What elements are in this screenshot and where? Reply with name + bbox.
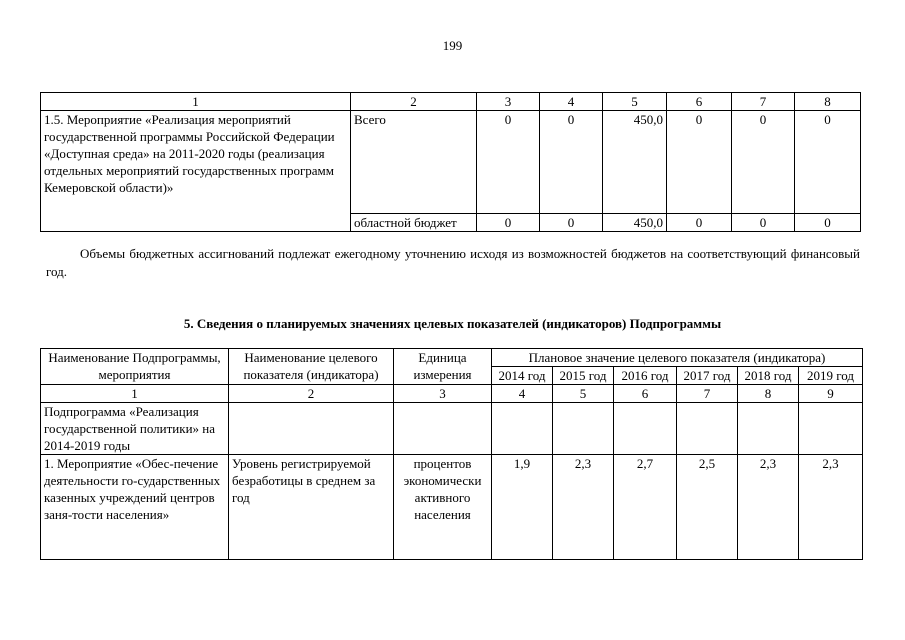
empty-cell [677,403,738,455]
indicator-name: Уровень регистрируемой безработицы в среднем за год [229,455,394,560]
value-cell: 0 [732,214,795,232]
header-cell: 6 [667,93,732,111]
page-number: 199 [442,38,463,53]
table-row [41,455,863,560]
budget-note-paragraph: Объемы бюджетных ассигнований подлежат ежегодному уточнению исходя из возможностей бюджетов на соответствующий финансовый год. [46,246,860,279]
value-cell: 0 [477,111,540,214]
empty-cell [799,403,863,455]
header-year: 2017 год [677,367,738,385]
activity-name: 1.5. Мероприятие «Реализация мероприятий государственной программы Российской Федерации «Доступная среда» на 2011-2020 годы (реализация отдельных мероприятий государственных программ Кемеровской области)» [41,111,351,232]
empty-cell [492,403,553,455]
value-cell: 2,7 [614,455,677,560]
value-cell: 0 [667,214,732,232]
table-header-row [41,349,863,367]
funding-source: Всего [351,111,477,214]
value-cell: 0 [732,111,795,214]
header-year: 2015 год [553,367,614,385]
section-title: 5. Сведения о планируемых значениях целевых показателей (индикаторов) Подпрограммы [183,316,722,331]
empty-cell [229,403,394,455]
header-subprogram: Наименование Подпрограммы, мероприятия [41,349,229,385]
value-cell: 2,3 [738,455,799,560]
header-cell: 4 [540,93,603,111]
header-year: 2016 год [614,367,677,385]
header-unit: Единица измерения [394,349,492,385]
header-year: 2018 год [738,367,799,385]
column-number: 9 [799,385,863,403]
header-cell: 7 [732,93,795,111]
column-number: 7 [677,385,738,403]
column-number-row [41,385,863,403]
header-year: 2019 год [799,367,863,385]
value-cell: 0 [477,214,540,232]
empty-cell [394,403,492,455]
funding-table [40,92,861,232]
value-cell: 2,3 [553,455,614,560]
unit-cell: процентов экономически активного населения [394,455,492,560]
header-indicator: Наименование целевого показателя (индикатора) [229,349,394,385]
column-number: 8 [738,385,799,403]
header-year: 2014 год [492,367,553,385]
header-cell: 8 [795,93,861,111]
subprogram-name: Подпрограмма «Реализация государственной политики» на 2014-2019 годы [41,403,229,455]
table-row [41,111,861,214]
table-row [41,403,863,455]
value-cell: 0 [667,111,732,214]
column-number: 5 [553,385,614,403]
measure-name: 1. Мероприятие «Обес-печение деятельности го-сударственных казенных учреждений центров заня-тости населения» [41,455,229,560]
value-cell: 0 [795,214,861,232]
value-cell: 450,0 [603,214,667,232]
header-cell: 1 [41,93,351,111]
value-cell: 1,9 [492,455,553,560]
empty-cell [738,403,799,455]
empty-cell [614,403,677,455]
table-header-row [41,93,861,111]
indicators-table [40,348,863,560]
column-number: 4 [492,385,553,403]
funding-source: областной бюджет [351,214,477,232]
header-cell: 2 [351,93,477,111]
column-number: 1 [41,385,229,403]
value-cell: 2,5 [677,455,738,560]
value-cell: 2,3 [799,455,863,560]
header-cell: 3 [477,93,540,111]
empty-cell [553,403,614,455]
value-cell: 450,0 [603,111,667,214]
header-cell: 5 [603,93,667,111]
value-cell: 0 [795,111,861,214]
column-number: 6 [614,385,677,403]
header-plan-value: Плановое значение целевого показателя (индикатора) [492,349,863,367]
column-number: 3 [394,385,492,403]
value-cell: 0 [540,214,603,232]
value-cell: 0 [540,111,603,214]
column-number: 2 [229,385,394,403]
